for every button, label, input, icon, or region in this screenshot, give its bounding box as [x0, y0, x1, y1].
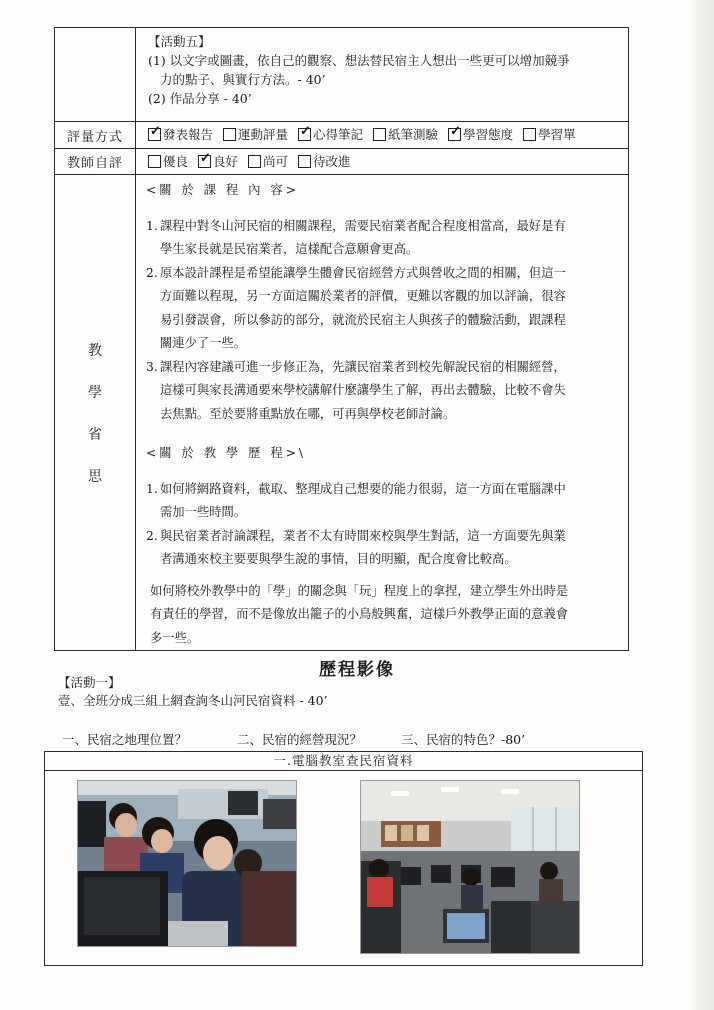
page-edge — [688, 0, 714, 1010]
item-line: 需加一些時間。 — [160, 505, 247, 519]
item-line: 關連少了一些。 — [160, 336, 247, 350]
list-item — [146, 262, 618, 356]
process-title: 歷程影像 — [319, 660, 395, 680]
option-3 — [373, 125, 438, 143]
evaluation-label: 評量方式 — [55, 122, 136, 149]
reflection-label-char: 思 — [88, 468, 102, 485]
checkbox-empty-icon[interactable] — [523, 128, 536, 141]
checkbox-empty-icon[interactable] — [248, 155, 261, 168]
checkbox-empty-icon[interactable] — [223, 128, 236, 141]
option-label: 學習單 — [538, 127, 576, 142]
item-text — [160, 356, 618, 427]
lesson-table — [54, 27, 629, 651]
self-eval-options — [136, 149, 629, 175]
activity5-label-cell — [55, 28, 136, 122]
list-item — [146, 525, 618, 572]
option-label: 優良 — [163, 154, 189, 169]
item-text — [160, 525, 618, 572]
evaluation-row — [55, 122, 629, 149]
item-text — [160, 262, 618, 356]
activity1-task: 壹、全班分成三組上網查詢冬山河民宿資料 - 40’ — [58, 693, 328, 708]
checkbox-empty-icon[interactable] — [298, 155, 311, 168]
option-0 — [148, 152, 188, 170]
reflection-row — [55, 175, 629, 651]
question-2: 二、民宿的經營現況？ — [237, 732, 363, 747]
option-2 — [298, 125, 363, 143]
checkbox-checked-icon[interactable] — [448, 128, 461, 141]
item-line: 易引發誤會，所以參訪的部分，就流於民宿主人與孩子的體驗活動，跟課程 — [160, 312, 566, 327]
evaluation-options — [136, 122, 629, 149]
item-text — [160, 215, 618, 262]
reflection-label-char: 學 — [88, 384, 102, 401]
item-line: 這樣可與家長溝通要來學校講解什麼讓學生了解，再出去體驗，比較不會失 — [160, 383, 566, 397]
item-line: 如何將網路資料，截取、整理成自己想要的能力很弱，這一方面在電腦課中 — [160, 481, 566, 496]
option-label: 發表報告 — [163, 127, 214, 142]
self-eval-row — [55, 149, 629, 175]
checkbox-empty-icon[interactable] — [373, 128, 386, 141]
reflection-label-cell — [55, 175, 136, 651]
self-eval-label: 教師自評 — [55, 149, 136, 175]
option-1 — [198, 152, 238, 170]
option-3 — [298, 152, 351, 170]
item-number: 2. — [146, 265, 158, 280]
question-3: 三、民宿的特色？-80’ — [401, 732, 526, 747]
item-line: 原本設計課程是希望能讓學生體會民宿經營方式與營收之間的相關，但這一 — [160, 265, 566, 280]
item-line: 方面難以程現，另一方面這關於業者的評價，更難以客觀的加以評論，很容 — [160, 289, 566, 303]
item-text — [160, 478, 618, 525]
item-number: 1. — [146, 481, 158, 496]
activity5-line1b: 力的點子、與實行方法。- 40’ — [160, 72, 326, 87]
item-line: 與民宿業者討論課程，業者不太有時間來校與學生對話，這一方面要先與業 — [160, 528, 566, 543]
activity5-cell — [136, 28, 629, 122]
activity1-label: 【活動一】 — [58, 675, 121, 690]
checkbox-checked-icon[interactable] — [148, 128, 161, 141]
item-number: 3. — [146, 359, 158, 374]
list-item — [146, 215, 618, 262]
reflection-cell — [136, 175, 629, 651]
checkbox-checked-icon[interactable] — [198, 155, 211, 168]
option-label: 學習態度 — [463, 127, 514, 142]
option-1 — [223, 125, 288, 143]
reflection-label-char: 教 — [88, 342, 102, 359]
option-label: 尚可 — [263, 154, 289, 169]
item-line: 者溝通來校主要要與學生說的事情，目的明顯，配合度會比較高。 — [160, 552, 517, 566]
photo-classroom-wide — [360, 780, 580, 954]
closing-line: 有責任的學習，而不是像放出籠子的小鳥般興奮，這樣戶外教學正面的意義會 — [150, 607, 569, 621]
photo-students-close — [77, 780, 297, 947]
photo-header: 一.電腦教室查民宿資料 — [45, 752, 642, 771]
list-item — [146, 356, 618, 427]
checkbox-empty-icon[interactable] — [148, 155, 161, 168]
option-4 — [448, 125, 513, 143]
checkbox-checked-icon[interactable] — [298, 128, 311, 141]
activity5-line1a: (1) 以文字或圖畫，依自己的觀察、想法替民宿主人想出一些更可以增加競爭 — [148, 53, 570, 68]
course-header: <關 於 課 程 內 容> — [146, 183, 299, 197]
option-label: 良好 — [213, 154, 239, 169]
item-line: 課程中對冬山河民宿的相關課程，需要民宿業者配合程度相當高，最好是有 — [160, 218, 566, 233]
reflection-label-char: 省 — [88, 426, 102, 443]
activity5-line2: (2) 作品分享 - 40’ — [148, 91, 252, 106]
option-label: 心得筆記 — [313, 127, 364, 142]
question-1: 一、民宿之地理位置？ — [62, 732, 188, 747]
teaching-header: <關 於 教 學 歷 程>\ — [146, 446, 307, 460]
item-line: 去焦點。至於要將重點放在哪，可再與學校老師討論。 — [160, 406, 456, 421]
item-line: 學生家長就是民宿業者，這樣配合意願會更高。 — [160, 242, 419, 256]
item-line: 課程內容建議可進一步修正為，先讓民宿業者到校先解說民宿的相關經營， — [160, 359, 566, 374]
option-2 — [248, 152, 288, 170]
item-number: 2. — [146, 528, 158, 543]
closing-line: 如何將校外教學中的「學」的關念與「玩」程度上的拿捏，建立學生外出時是 — [150, 583, 569, 598]
option-label: 運動評量 — [238, 127, 289, 142]
item-number: 1. — [146, 218, 158, 233]
option-5 — [523, 125, 576, 143]
activity5-header: 【活動五】 — [148, 34, 211, 49]
activity5-row — [55, 28, 629, 122]
option-label: 紙筆測驗 — [388, 127, 439, 142]
closing-line: 多一些。 — [150, 630, 200, 645]
option-0 — [148, 125, 213, 143]
list-item — [146, 478, 618, 525]
option-label: 待改進 — [313, 154, 351, 169]
